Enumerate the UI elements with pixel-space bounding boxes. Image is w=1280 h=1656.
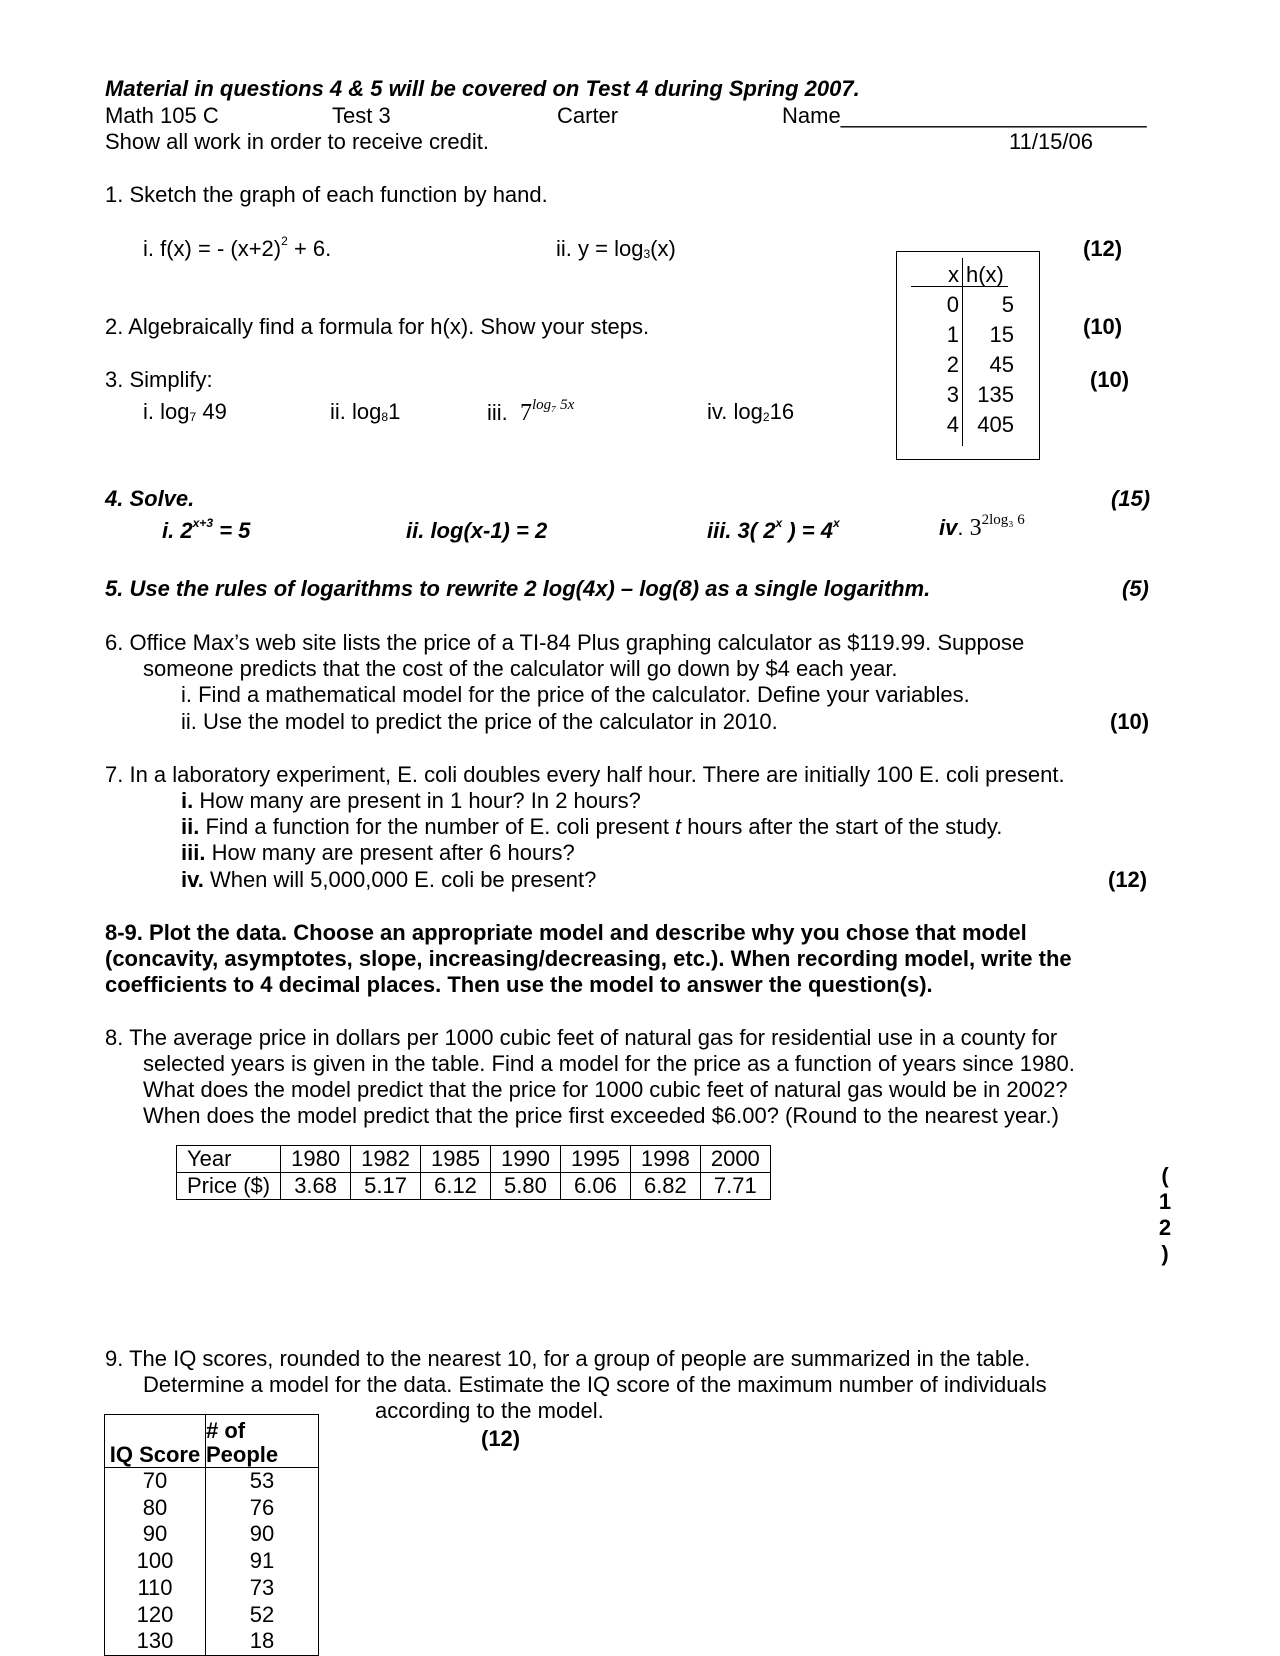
table-cell: 6.06	[560, 1173, 630, 1200]
question-8-line-2: selected years is given in the table. Find a model for the price as a function of years since 1980.	[143, 1051, 1075, 1076]
hx-h-value: 15	[989, 322, 1014, 347]
price-row-label: Price ($)	[177, 1173, 281, 1200]
iq-score-cell: 70	[105, 1468, 206, 1495]
question-3: 3. Simplify:	[105, 367, 213, 392]
question-6-line-2: someone predicts that the cost of the calculator will go down by $4 each year.	[143, 656, 898, 681]
iq-score-cell: 120	[105, 1602, 206, 1629]
q4-part-iii: iii. 3( 2$^x$ ) = $4^x$	[707, 516, 840, 543]
people-count-cell: 73	[206, 1575, 319, 1602]
people-count-cell: 52	[206, 1602, 319, 1629]
table-cell: 5.17	[351, 1173, 421, 1200]
people-count-cell: 18	[206, 1628, 319, 1655]
course-label: Math 105 C	[105, 103, 219, 128]
table-cell: 6.12	[421, 1173, 491, 1200]
hx-x-value: 1	[946, 322, 959, 347]
q2-points: (10)	[1083, 314, 1123, 339]
people-count-cell: 90	[206, 1521, 319, 1548]
table-row	[105, 1575, 319, 1602]
q9-points: (12)	[481, 1426, 521, 1451]
year-row-label: Year	[177, 1146, 281, 1173]
q7-part-iii: iii. How many are present after 6 hours?	[181, 840, 575, 865]
hx-x-value: 3	[946, 382, 959, 407]
people-count-cell: 53	[206, 1468, 319, 1495]
q6-part-i: i. Find a mathematical model for the price of the calculator. Define your variables.	[181, 682, 970, 707]
hx-x-value: 4	[946, 412, 959, 437]
question-6-line-1: 6. Office Max’s web site lists the price of a TI-84 Plus graphing calculator as $119.99. Suppose	[105, 630, 1025, 655]
natural-gas-price-table	[176, 1145, 771, 1200]
q4-part-i: i. $2^{x+3} = 5$	[162, 516, 251, 543]
hx-h-value: 5	[1001, 292, 1014, 317]
hx-table: x h(x) 0 5 1 15 2 45 3 135 4 405	[896, 251, 1040, 460]
iq-score-header: IQ Score	[105, 1415, 206, 1468]
q1-points: (12)	[1083, 236, 1123, 261]
table-row	[105, 1628, 319, 1655]
question-9-line-3: according to the model.	[375, 1398, 604, 1423]
hx-h-value: 135	[977, 382, 1014, 407]
table-row	[105, 1468, 319, 1495]
q5-points: (5)	[1122, 576, 1149, 601]
question-1: 1. Sketch the graph of each function by hand.	[105, 182, 548, 207]
hx-h-value: 405	[977, 412, 1014, 437]
q3-part-iii: iii. $7^{log_7 5x}$	[487, 396, 575, 426]
iq-score-cell: 80	[105, 1495, 206, 1522]
table-cell: 7.71	[700, 1173, 770, 1200]
q3-part-iv: iv. $\log_216$	[707, 399, 795, 424]
q1-part-i: i. f(x) = - $(x+2)^2 + 6$.	[143, 234, 332, 261]
instructions: Show all work in order to receive credit.	[105, 129, 489, 154]
people-header: # of People	[206, 1415, 319, 1468]
table-row	[105, 1495, 319, 1522]
table-cell: 1982	[351, 1146, 421, 1173]
iq-score-cell: 110	[105, 1575, 206, 1602]
q8-points: ( 1 2 )	[1158, 1163, 1172, 1266]
q3-points: (10)	[1090, 367, 1130, 392]
q4-points: (15)	[1111, 486, 1151, 511]
q89-instructions-line-1: 8-9. Plot the data. Choose an appropriate model and describe why you chose that model	[105, 920, 1027, 945]
table-cell: 6.82	[630, 1173, 700, 1200]
q1-part-ii: ii. $y = \log_3(x)$	[556, 236, 676, 261]
hx-x-value: 0	[946, 292, 959, 317]
table-cell: 1985	[421, 1146, 491, 1173]
table-row	[105, 1521, 319, 1548]
q89-instructions-line-3: coefficients to 4 decimal places. Then use the model to answer the question(s).	[105, 972, 933, 997]
exam-notice: Material in questions 4 & 5 will be covered on Test 4 during Spring 2007.	[105, 76, 860, 101]
q4-part-iv: iv. $3^{2log_3 6}$	[939, 511, 1025, 541]
question-2: 2. Algebraically find a formula for h(x). Show your steps.	[105, 314, 650, 339]
question-9-line-2: Determine a model for the data. Estimate the IQ score of the maximum number of individuals	[143, 1372, 1047, 1397]
q7-part-iv: iv. When will 5,000,000 E. coli be present?	[181, 867, 597, 892]
question-8-line-4: When does the model predict that the price first exceeded $6.00? (Round to the nearest year.)	[143, 1103, 1059, 1128]
q6-points: (10)	[1110, 709, 1150, 734]
q6-part-ii: ii. Use the model to predict the price of the calculator in 2010.	[181, 709, 778, 734]
question-8-line-3: What does the model predict that the price for 1000 cubic feet of natural gas would be in 2002?	[143, 1077, 1068, 1102]
name-blank: _________________________	[840, 103, 1147, 128]
iq-score-cell: 100	[105, 1548, 206, 1575]
table-cell: 2000	[700, 1146, 770, 1173]
table-cell: 1990	[490, 1146, 560, 1173]
question-5: 5. Use the rules of logarithms to rewrite 2 log(4x) – log(8) as a single logarithm.	[105, 576, 931, 601]
q4-part-ii: ii. log(x-1) = 2	[406, 518, 548, 543]
question-8-line-1: 8. The average price in dollars per 1000 cubic feet of natural gas for residential use in a county for	[105, 1025, 1058, 1050]
table-cell: 1995	[560, 1146, 630, 1173]
table-cell: 5.80	[490, 1173, 560, 1200]
iq-score-cell: 90	[105, 1521, 206, 1548]
instructor-label: Carter	[557, 103, 619, 128]
iq-score-cell: 130	[105, 1628, 206, 1655]
q3-part-ii: ii. $\log_81$	[330, 399, 401, 424]
question-7: 7. In a laboratory experiment, E. coli doubles every half hour. There are initially 100 E. coli present.	[105, 762, 1065, 787]
q7-part-i: i. How many are present in 1 hour? In 2 hours?	[181, 788, 641, 813]
q3-part-i: i. $\log_7 49$	[143, 399, 227, 424]
question-9-line-1: 9. The IQ scores, rounded to the nearest 10, for a group of people are summarized in the table.	[105, 1346, 1031, 1371]
name-field[interactable]	[782, 105, 1147, 127]
question-4: 4. Solve.	[105, 486, 195, 511]
exam-date: 11/15/06	[1009, 129, 1094, 154]
iq-table-header	[105, 1415, 319, 1468]
q7-part-ii: ii. Find a function for the number of E. coli present t hours after the start of the study.	[181, 814, 1003, 839]
people-count-cell: 91	[206, 1548, 319, 1575]
name-label: Name	[782, 103, 841, 128]
q7-points: (12)	[1108, 867, 1148, 892]
table-cell: 1980	[281, 1146, 351, 1173]
price-row	[177, 1173, 771, 1200]
year-row	[177, 1146, 771, 1173]
table-cell: 3.68	[281, 1173, 351, 1200]
people-count-cell: 76	[206, 1495, 319, 1522]
hx-x-value: 2	[946, 352, 959, 377]
table-row	[105, 1602, 319, 1629]
q89-instructions-line-2: (concavity, asymptotes, slope, increasing/decreasing, etc.). When recording model, write the	[105, 946, 1072, 971]
hx-h-value: 45	[989, 352, 1014, 377]
table-row	[105, 1548, 319, 1575]
iq-score-table	[104, 1414, 319, 1656]
table-cell: 1998	[630, 1146, 700, 1173]
test-label: Test 3	[332, 103, 391, 128]
